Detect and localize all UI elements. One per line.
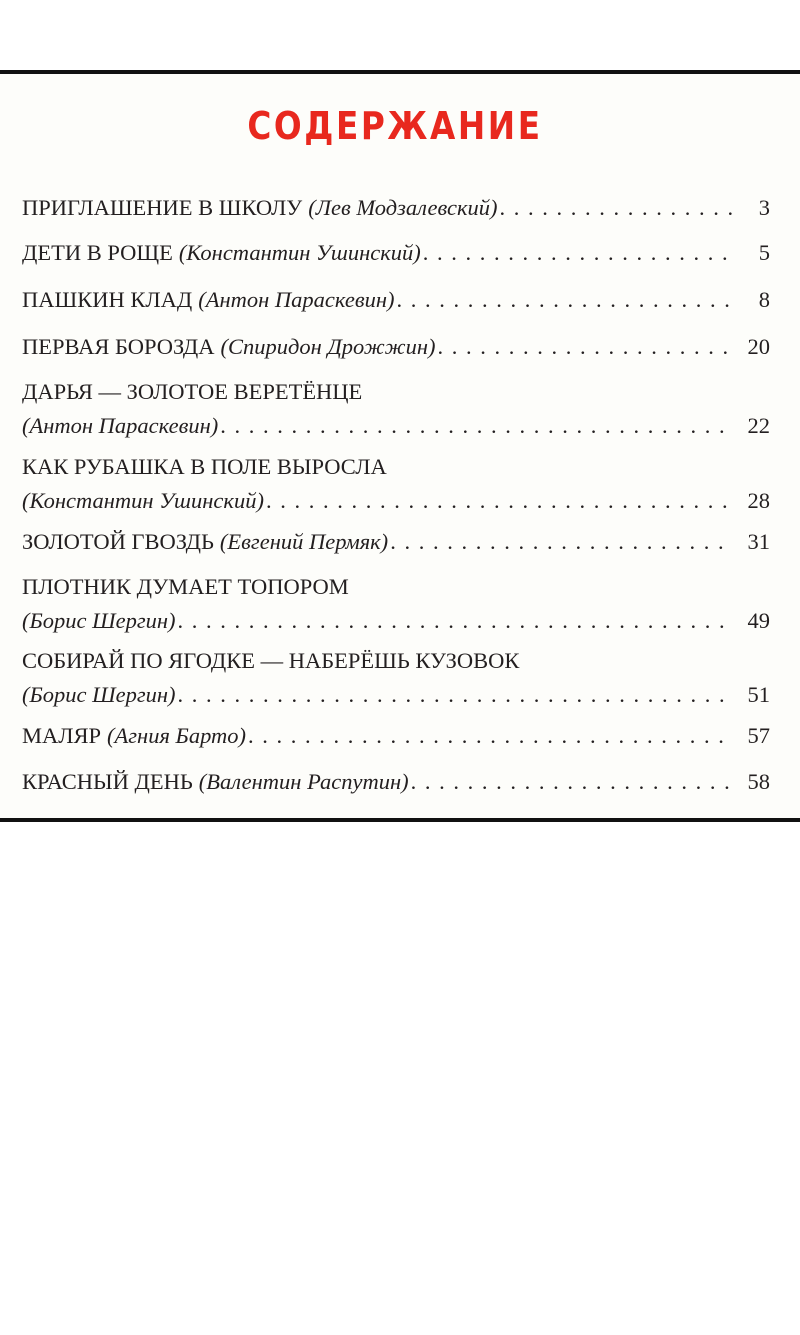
dot-leader — [437, 333, 732, 361]
dot-leader — [220, 412, 732, 440]
entry-author: (Спиридон Дрожжин) — [220, 334, 436, 359]
entry-title: ЗОЛОТОЙ ГВОЗДЬ — [22, 529, 214, 554]
entry-page-number: 57 — [747, 723, 770, 748]
entry-author: (Борис Шергин) — [22, 682, 176, 707]
toc-entry[interactable] — [22, 239, 770, 267]
entry-page-number: 20 — [747, 334, 770, 359]
entry-page-number: 3 — [758, 195, 770, 220]
dot-leader — [178, 681, 732, 709]
toc-entry[interactable] — [22, 573, 770, 635]
dot-leader — [266, 487, 732, 515]
dot-leader — [397, 286, 733, 314]
toc-entry[interactable] — [22, 768, 770, 796]
toc-entry[interactable] — [22, 378, 770, 440]
entry-author: (Валентин Распутин) — [198, 769, 409, 794]
entry-page-number: 8 — [758, 287, 770, 312]
entry-title: ДАРЬЯ — ЗОЛОТОЕ ВЕРЕТЁНЦЕ — [22, 379, 363, 404]
dot-leader — [248, 722, 732, 750]
toc-entry[interactable] — [22, 333, 770, 361]
entry-title: ПАШКИН КЛАД — [22, 287, 193, 312]
entry-author: (Евгений Пермяк) — [219, 529, 389, 554]
entry-author: (Антон Параскевин) — [198, 287, 395, 312]
entry-title: СОБИРАЙ ПО ЯГОДКЕ — НАБЕРЁШЬ КУЗОВОК — [22, 648, 520, 673]
bottom-rule — [0, 818, 800, 822]
dot-leader — [178, 607, 732, 635]
entry-title: КАК РУБАШКА В ПОЛЕ ВЫРОСЛА — [22, 454, 387, 479]
entry-page-number: 5 — [758, 240, 770, 265]
entry-title: КРАСНЫЙ ДЕНЬ — [22, 769, 193, 794]
entry-page-number: 28 — [747, 488, 770, 513]
entry-author: (Константин Ушинский) — [178, 240, 421, 265]
toc-entry[interactable] — [22, 647, 770, 709]
entry-title: МАЛЯР — [22, 723, 102, 748]
entry-page-number: 51 — [747, 682, 770, 707]
entry-author: (Антон Параскевин) — [22, 413, 219, 438]
entry-title: ПРИГЛАШЕНИЕ В ШКОЛУ — [22, 195, 303, 220]
entry-author: (Лев Модзалевский) — [308, 195, 498, 220]
toc-entry[interactable] — [22, 453, 770, 515]
entry-page-number: 58 — [747, 769, 770, 794]
toc-entry[interactable] — [22, 722, 770, 750]
entry-title: ПЛОТНИК ДУМАЕТ ТОПОРОМ — [22, 574, 349, 599]
entry-author: (Агния Барто) — [107, 723, 247, 748]
entry-author: (Константин Ушинский) — [22, 488, 264, 513]
entry-author: (Борис Шергин) — [22, 608, 176, 633]
toc-entry[interactable] — [22, 194, 770, 222]
entry-title: ПЕРВАЯ БОРОЗДА — [22, 334, 215, 359]
dot-leader — [499, 194, 732, 222]
dot-leader — [411, 768, 732, 796]
toc-entry[interactable] — [22, 286, 770, 314]
toc-entry[interactable] — [22, 528, 770, 556]
contents-heading: СОДЕРЖАНИЕ — [247, 104, 543, 148]
entry-page-number: 49 — [747, 608, 770, 633]
entry-page-number: 22 — [747, 413, 770, 438]
entry-title: ДЕТИ В РОЩЕ — [22, 240, 173, 265]
dot-leader — [423, 239, 732, 267]
entry-page-number: 31 — [747, 529, 770, 554]
dot-leader — [390, 528, 732, 556]
